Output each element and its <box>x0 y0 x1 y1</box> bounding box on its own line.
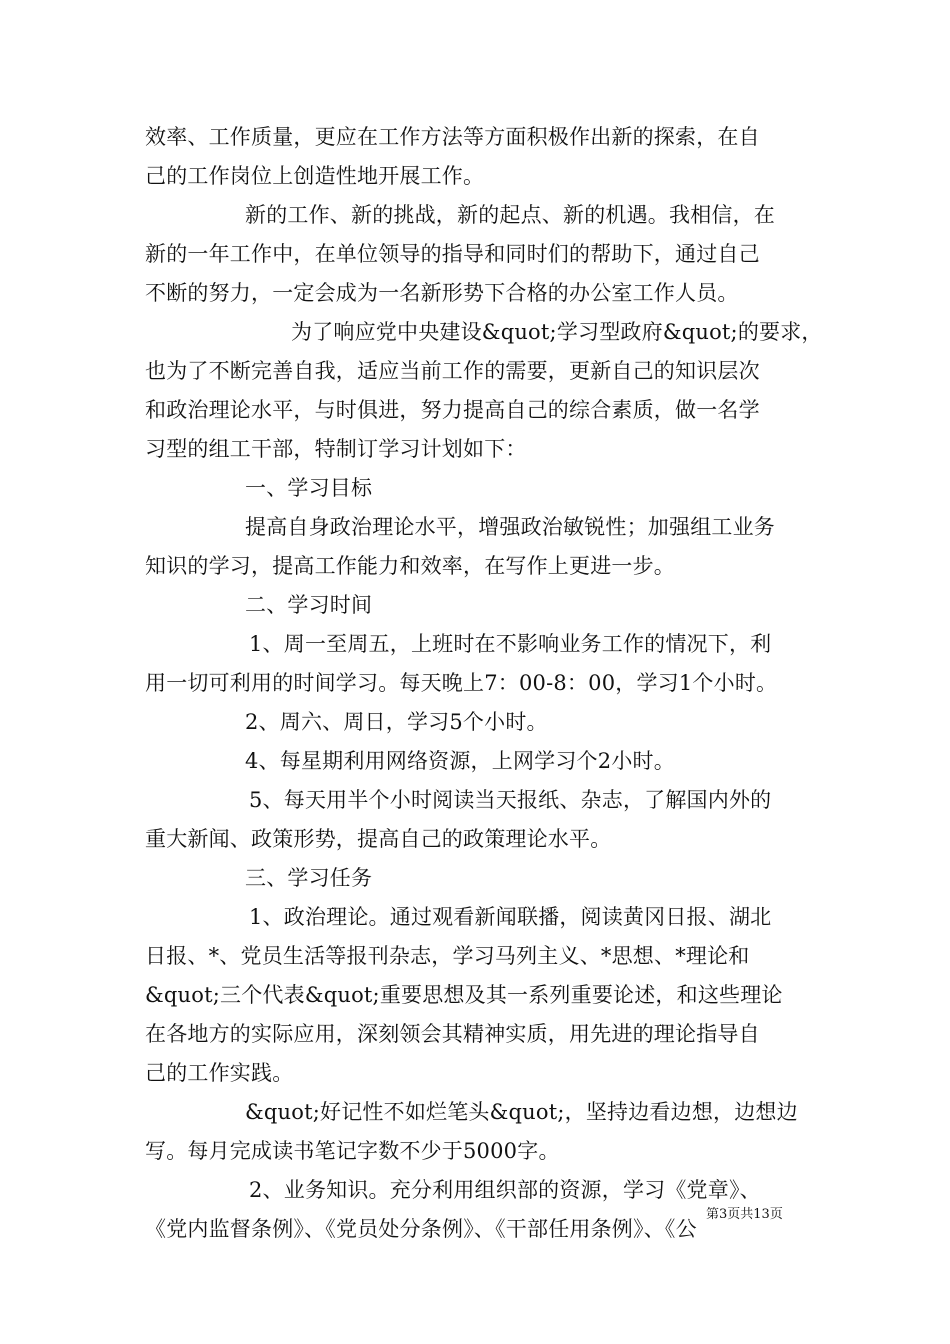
text-line: 提高自身政治理论水平，增强政治敏锐性；加强组工业务 <box>245 515 775 539</box>
text-line: 知识的学习，提高工作能力和效率，在写作上更进一步。 <box>145 554 675 578</box>
text-line: 和政治理论水平，与时俱进，努力提高自己的综合素质，做一名学 <box>145 398 760 422</box>
text-line: 5、每天用半个小时阅读当天报纸、杂志，了解国内外的 <box>249 788 772 812</box>
page-number: 第3页共13页 <box>706 1207 783 1222</box>
text-line: 也为了不断完善自我，适应当前工作的需要，更新自己的知识层次 <box>145 359 760 383</box>
section-heading: 二、学习时间 <box>245 593 373 617</box>
text-line: 习型的组工干部，特制订学习计划如下： <box>145 437 527 461</box>
text-line: 1、政治理论。通过观看新闻联播，阅读黄冈日报、湖北 <box>249 905 772 929</box>
text-line: 写。每月完成读书笔记字数不少于5000字。 <box>145 1139 560 1163</box>
text-line: 不断的努力，一定会成为一名新形势下合格的办公室工作人员。 <box>145 281 739 305</box>
text-line: 1、周一至周五，上班时在不影响业务工作的情况下，利 <box>249 632 772 656</box>
text-line: 《党内监督条例》、《党员处分条例》、《干部任用条例》、《公 <box>145 1217 697 1241</box>
text-line: 在各地方的实际应用，深刻领会其精神实质，用先进的理论指导自 <box>145 1022 760 1046</box>
section-heading: 三、学习任务 <box>245 866 373 890</box>
text-line: 重大新闻、政策形势，提高自己的政策理论水平。 <box>145 827 612 851</box>
text-line: &quot;三个代表&quot;重要思想及其一系列重要论述，和这些理论 <box>145 983 783 1007</box>
text-line: 为了响应党中央建设&quot;学习型政府&quot;的要求， <box>291 320 823 344</box>
text-line: 用一切可利用的时间学习。每天晚上7：00-8：00，学习1个小时。 <box>145 671 778 695</box>
text-line: 效率、工作质量，更应在工作方法等方面积极作出新的探索，在自 <box>145 125 760 149</box>
text-line: 己的工作岗位上创造性地开展工作。 <box>145 164 485 188</box>
section-heading: 一、学习目标 <box>245 476 373 500</box>
text-line: 新的一年工作中，在单位领导的指导和同时们的帮助下，通过自己 <box>145 242 760 266</box>
document-body <box>145 118 823 1249</box>
text-line: 己的工作实践。 <box>145 1061 294 1085</box>
text-line: &quot;好记性不如烂笔头&quot;，坚持边看边想，边想边 <box>245 1100 798 1124</box>
text-line: 日报、*、党员生活等报刊杂志，学习马列主义、*思想、*理论和 <box>145 944 750 968</box>
text-line: 2、周六、周日，学习5个小时。 <box>245 710 548 734</box>
text-line: 4、每星期利用网络资源，上网学习个2小时。 <box>245 749 675 773</box>
text-line: 新的工作、新的挑战，新的起点、新的机遇。我相信，在 <box>245 203 775 227</box>
text-line: 2、业务知识。充分利用组织部的资源，学习《党章》、 <box>249 1178 761 1202</box>
